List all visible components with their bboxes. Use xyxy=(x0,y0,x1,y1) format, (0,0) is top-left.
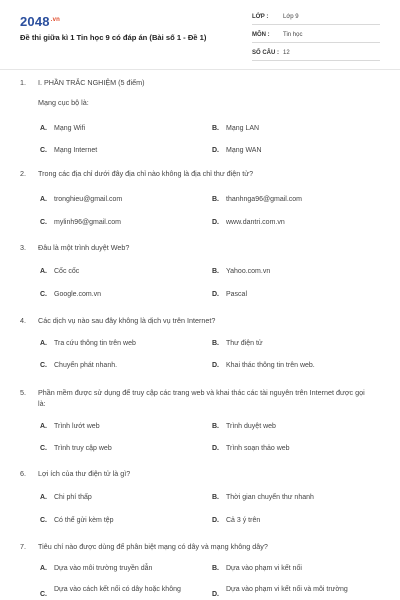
option-letter: A. xyxy=(40,423,47,430)
option-text: mylinh96@gmail.com xyxy=(54,219,122,226)
option-letter: D. xyxy=(212,291,219,298)
exam-meta xyxy=(252,10,380,64)
option-text: Mạng LAN xyxy=(226,125,260,132)
option-text: Tra cứu thông tin trên web xyxy=(54,340,136,347)
question-subtext: Mạng cục bộ là: xyxy=(38,98,89,107)
option-text: Khai thác thông tin trên web. xyxy=(226,362,315,369)
question-text: Tiêu chí nào được dùng để phân biệt mạng có dây và mạng không dây? xyxy=(38,542,268,551)
option-text: Mạng Wifi xyxy=(54,125,86,132)
option-letter: D. xyxy=(212,591,219,598)
option-text: Mạng WAN xyxy=(226,147,262,154)
question-text: Phần mềm được sử dụng để truy cập các trang web và khai thác các tài nguyên trên Internet được gọi là: xyxy=(38,388,365,408)
option-text: Mạng Internet xyxy=(54,147,98,154)
meta-value: 12 xyxy=(283,50,290,56)
option-text: Google.com.vn xyxy=(54,291,102,298)
option-text: Trình lướt web xyxy=(54,423,100,430)
option-letter: C. xyxy=(40,362,47,369)
option-letter: C. xyxy=(40,517,47,524)
exam-title: Đề thi giữa kì 1 Tin học 9 có đáp án (Bài số 1 - Đề 1) xyxy=(20,33,207,42)
header-divider xyxy=(0,69,400,70)
meta-key: LỚP : xyxy=(252,14,269,20)
option-letter: D. xyxy=(212,147,219,154)
question-text: Trong các địa chỉ dưới đây địa chỉ nào không là địa chỉ thư điện tử? xyxy=(38,169,254,178)
option-text: tronghieu@gmail.com xyxy=(54,196,123,203)
option-text: Thời gian chuyển thư nhanh xyxy=(226,494,314,501)
option-letter: A. xyxy=(40,268,47,275)
option-letter: B. xyxy=(212,494,219,501)
question-number: 3. xyxy=(20,243,26,252)
option-letter: B. xyxy=(212,423,219,430)
question-number: 4. xyxy=(20,316,26,325)
option-letter: B. xyxy=(212,125,219,132)
option-text: Chi phí thấp xyxy=(54,494,92,501)
option-letter: C. xyxy=(40,291,47,298)
option-letter: C. xyxy=(40,445,47,452)
option-letter: B. xyxy=(212,196,219,203)
question-text: Các dịch vụ nào sau đây không là dịch vụ trên Internet? xyxy=(38,316,216,325)
option-letter: D. xyxy=(212,362,219,369)
option-text: Dựa vào cách kết nối có dây hoặc không xyxy=(54,586,181,593)
option-letter: B. xyxy=(212,340,219,347)
meta-row-subject xyxy=(252,28,380,43)
option-text: Dựa vào môi trường truyền dẫn xyxy=(54,565,153,572)
option-letter: A. xyxy=(40,196,47,203)
option-letter: A. xyxy=(40,125,47,132)
option-text: Trình soạn thảo web xyxy=(226,445,290,452)
option-text: Dựa vào phạm vi kết nối và môi trường xyxy=(226,586,348,593)
question-text: Lợi ích của thư điện tử là gì? xyxy=(38,469,131,478)
meta-value: Tin học xyxy=(283,32,303,38)
question-text: I. PHẦN TRẮC NGHIỆM (5 điểm) xyxy=(38,78,145,87)
option-letter: B. xyxy=(212,565,219,572)
option-letter: D. xyxy=(212,445,219,452)
exam-header xyxy=(0,0,400,66)
option-text: Thư điện tử xyxy=(226,340,263,347)
option-letter: B. xyxy=(212,268,219,275)
logo-suffix: .vn xyxy=(50,16,61,23)
option-text: Yahoo.com.vn xyxy=(226,268,271,275)
logo-main: 2048 xyxy=(20,14,50,29)
question-text: Đâu là một trình duyệt Web? xyxy=(38,243,130,252)
question-number: 1. xyxy=(20,78,26,87)
option-letter: D. xyxy=(212,219,219,226)
option-text: Trình truy cập web xyxy=(54,445,112,452)
option-text: Có thể gửi kèm tệp xyxy=(54,517,114,524)
site-logo[interactable] xyxy=(20,14,60,29)
meta-value: Lớp 9 xyxy=(283,14,299,20)
option-letter: C. xyxy=(40,591,47,598)
option-letter: A. xyxy=(40,340,47,347)
option-letter: A. xyxy=(40,494,47,501)
option-text: Cả 3 ý trên xyxy=(226,517,261,524)
option-letter: C. xyxy=(40,219,47,226)
option-text: www.dantri.com.vn xyxy=(226,219,285,226)
question-number: 6. xyxy=(20,469,26,478)
option-text: Dựa vào phạm vi kết nối xyxy=(226,565,302,572)
question-number: 2. xyxy=(20,169,26,178)
option-letter: D. xyxy=(212,517,219,524)
meta-row-count xyxy=(252,46,380,61)
question-number: 7. xyxy=(20,542,26,551)
meta-key: MÔN : xyxy=(252,32,270,38)
option-text: Pascal xyxy=(226,291,248,298)
option-letter: A. xyxy=(40,565,47,572)
option-text: Chuyển phát nhanh. xyxy=(54,362,118,369)
option-letter: C. xyxy=(40,147,47,154)
meta-row-class xyxy=(252,10,380,25)
option-text: thanhnga96@gmail.com xyxy=(226,196,302,203)
option-text: Trình duyệt web xyxy=(226,423,276,430)
option-text: Cốc cốc xyxy=(54,268,80,275)
question-number: 5. xyxy=(20,388,26,397)
meta-key: SỐ CÂU : xyxy=(252,50,279,56)
